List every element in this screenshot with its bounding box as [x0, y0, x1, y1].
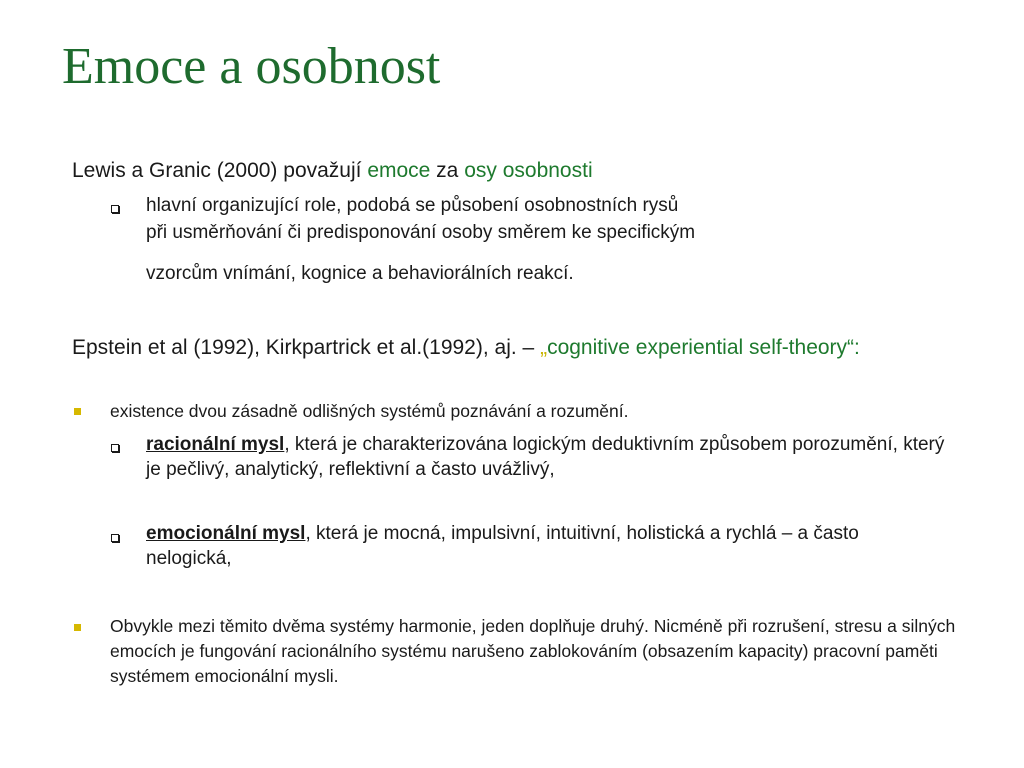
- emotional-mind-term: emocionální mysl: [146, 523, 306, 544]
- lewis-granic-statement: [72, 157, 972, 184]
- role-line-1: hlavní organizující role, podobá se působení osobnostních rysů: [146, 195, 679, 216]
- hollow-square-bullet-icon: [111, 534, 119, 542]
- epstein-intro-text: Epstein et al (1992), Kirkpartrick et al.(1992), aj. –: [72, 336, 541, 359]
- emotional-mind-description: , která je mocná, impulsivní, intuitivní, holistická a rychlá – a často nelogická,: [146, 523, 859, 569]
- za-text: za: [430, 159, 465, 182]
- emotional-mind-item: [146, 521, 946, 571]
- epstein-statement: [72, 334, 1009, 361]
- rational-mind-description: , která je charakterizována logickým deduktivním způsobem porozumění, který je pečlivý, analytický, reflektivní a často uvážlivý,: [146, 434, 945, 480]
- harmony-bullet: Obvykle mezi těmito dvěma systémy harmonie, jeden doplňuje druhý. Nicméně při rozrušení, stresu a silných emocích je fungování racionálního systému narušeno zablokováním (obsazením kapacity) pracovní paměti systémem emocionální mysli.: [110, 616, 956, 686]
- rational-mind-term: racionální mysl: [146, 434, 285, 455]
- osy-osobnosti-highlight: osy osobnosti: [464, 159, 593, 182]
- opening-quote: „: [540, 336, 548, 359]
- rational-mind-item: [146, 432, 946, 482]
- hollow-square-bullet-icon: [111, 444, 119, 452]
- slide-title: Emoce a osobnost: [62, 38, 441, 95]
- square-bullet-icon: [74, 408, 81, 415]
- intro-text: Lewis a Granic (2000) považují: [72, 159, 368, 182]
- role-line-3: vzorcům vnímání, kognice a behaviorálních reakcí.: [146, 263, 574, 284]
- square-bullet-icon: [74, 624, 81, 631]
- theory-name: cognitive experiential self-theory“:: [547, 336, 860, 359]
- hollow-square-bullet-icon: [111, 205, 119, 213]
- two-systems-bullet: existence dvou zásadně odlišných systémů poznávání a rozumění.: [110, 401, 629, 421]
- emoce-highlight: emoce: [367, 159, 431, 182]
- role-line-2: při usměrňování či predisponování osoby směrem ke specifickým: [146, 222, 696, 243]
